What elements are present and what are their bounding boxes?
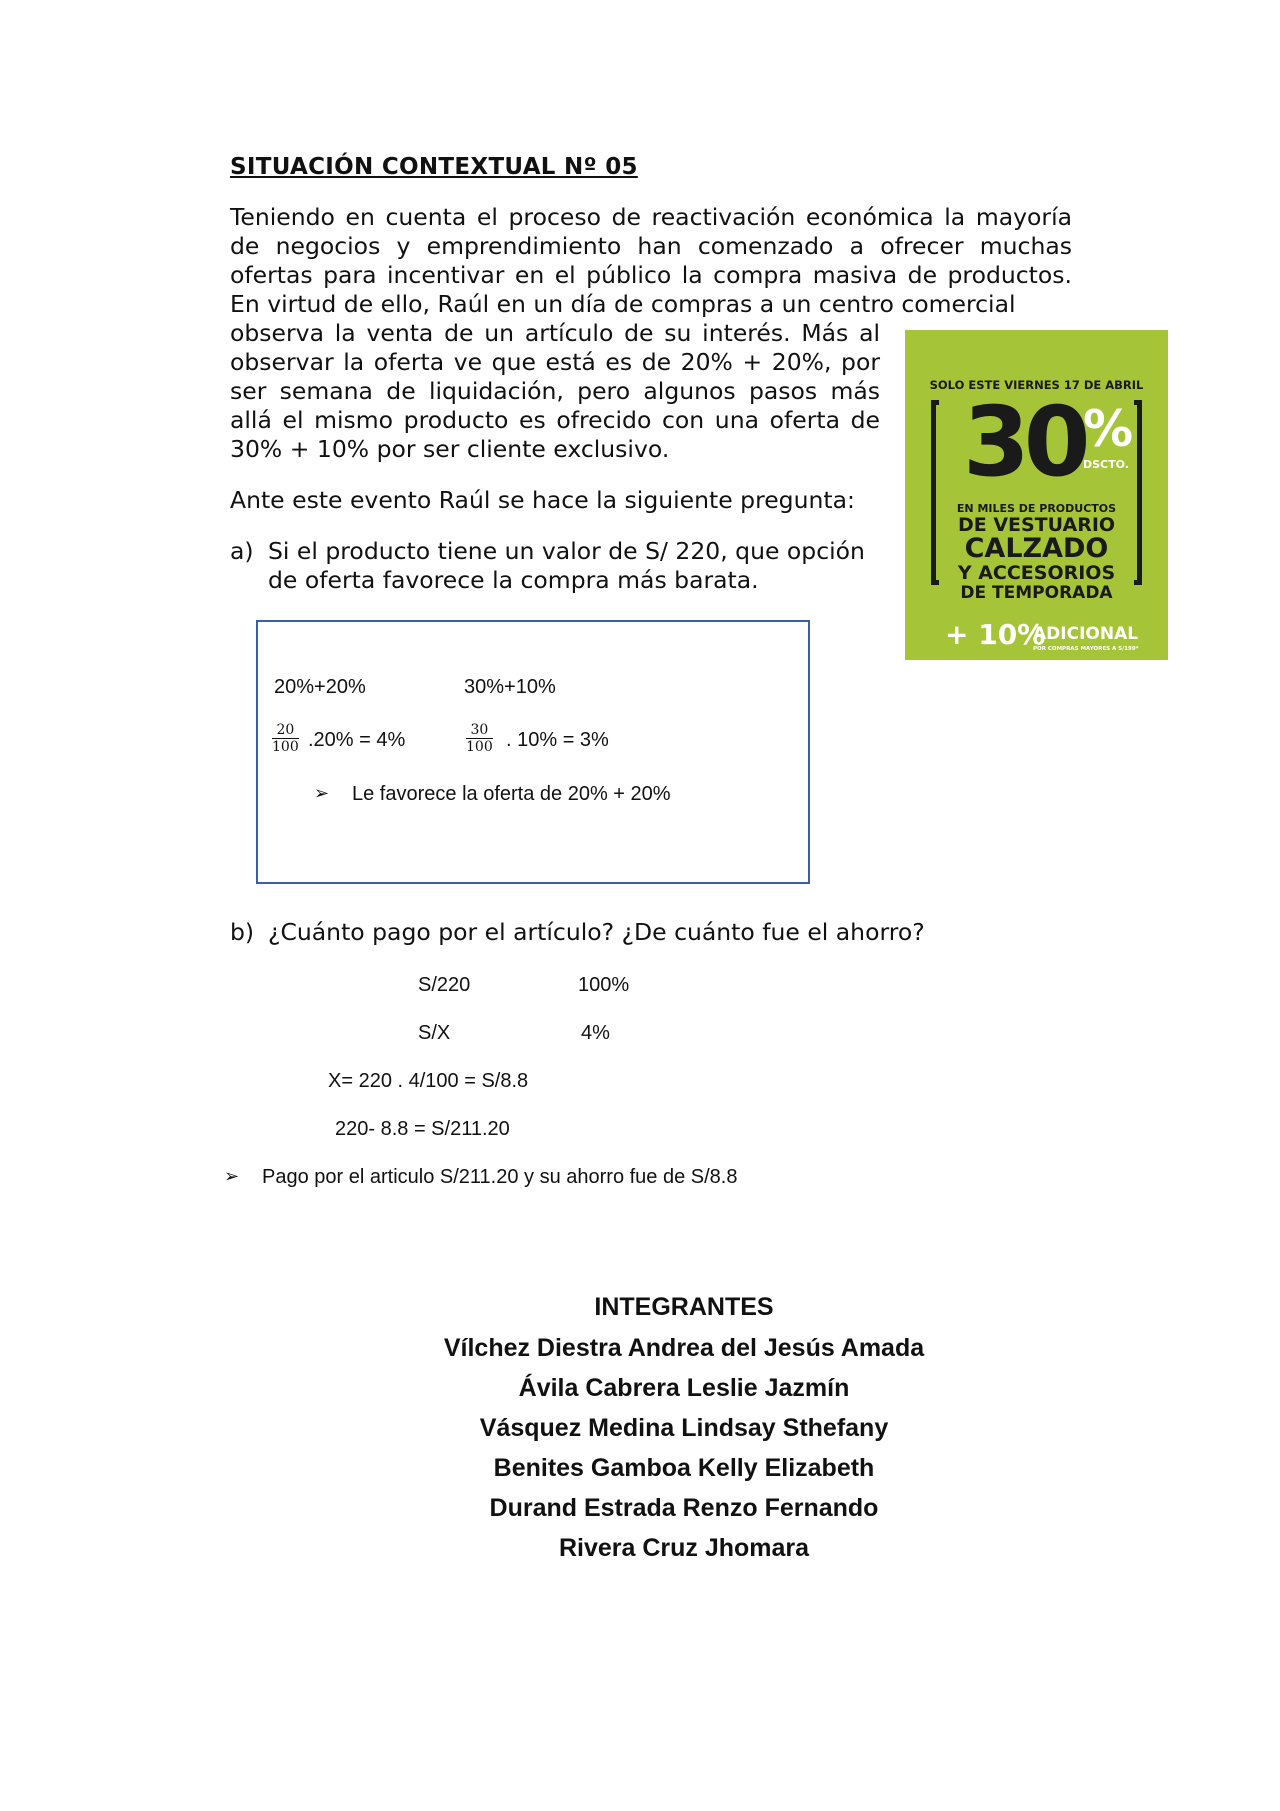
option-2-fraction	[466, 722, 493, 755]
answer-b-conclusion: Pago por el articulo S/211.20 y su ahorro fue de S/8.8	[262, 1166, 738, 1188]
ad-adicional: ADICIONAL	[1033, 624, 1139, 644]
section-title: SITUACIÓN CONTEXTUAL Nº 05	[230, 154, 638, 180]
option-1-fraction	[272, 722, 299, 755]
member-name: Rivera Cruz Jhomara	[558, 1534, 810, 1562]
option-2-denominator: 100	[466, 739, 493, 755]
question-a-text: Si el producto tiene un valor de S/ 220, que opción de oferta favorece la compra más barata.	[268, 537, 865, 594]
option-1-calc: .20% = 4%	[308, 729, 406, 751]
ad-line-2: DE VESTUARIO	[957, 514, 1116, 536]
member-name: Benites Gamboa Kelly Elizabeth	[493, 1454, 875, 1482]
ad-product-lines	[905, 502, 1168, 603]
arrow-bullet-icon-2: ➢	[224, 1166, 240, 1187]
option-1-numerator: 20	[272, 722, 299, 739]
ad-line-5: DE TEMPORADA	[960, 583, 1113, 603]
rule-of-three-r1c1: S/220	[418, 974, 471, 996]
promo-advertisement-image	[905, 330, 1168, 660]
member-name: Durand Estrada Renzo Fernando	[489, 1494, 879, 1522]
option-2-header: 30%+10%	[464, 676, 556, 698]
member-name: Vásquez Medina Lindsay Sthefany	[479, 1414, 889, 1442]
option-2-numerator: 30	[466, 722, 493, 739]
question-b-text: ¿Cuánto pago por el artículo? ¿De cuánto fue el ahorro?	[268, 918, 925, 946]
equation-2: 220- 8.8 = S/211.20	[335, 1118, 510, 1140]
ad-line-4: Y ACCESORIOS	[957, 562, 1116, 584]
rule-of-three-r2c2: 4%	[581, 1022, 610, 1044]
member-name: Ávila Cabrera Leslie Jazmín	[518, 1374, 850, 1402]
question-a-letter: a)	[230, 537, 254, 565]
ad-percent-sign: %	[1083, 400, 1134, 458]
question-intro: Ante este evento Raúl se hace la siguiente pregunta:	[230, 486, 855, 514]
ad-fine-print: POR COMPRAS MAYORES A S/199*	[1033, 646, 1139, 652]
option-1-header: 20%+20%	[274, 676, 366, 698]
rule-of-three-r2c1: S/X	[418, 1022, 451, 1044]
intro-paragraph: Teniendo en cuenta el proceso de reactivación económica la mayoría de negocios y emprendimiento han comenzado a ofrecer muchas ofertas para incentivar en el público la compra masiva de productos. En virtud de ello, Raúl en un día de compras a un centro comercial	[230, 203, 1072, 318]
ad-date-text: SOLO ESTE VIERNES 17 DE ABRIL	[929, 378, 1144, 392]
ad-dscto-label: DSCTO.	[1083, 458, 1129, 471]
answer-a-conclusion: Le favorece la oferta de 20% + 20%	[352, 783, 671, 805]
integrantes-heading: INTEGRANTES	[594, 1293, 774, 1321]
ad-big-number: 30	[963, 386, 1085, 498]
ad-plus10: + 10%	[945, 618, 1046, 651]
option-2-calc: . 10% = 3%	[506, 729, 609, 751]
ad-line-3: CALZADO	[964, 533, 1109, 564]
equation-1: X= 220 . 4/100 = S/8.8	[328, 1070, 529, 1092]
answer-a-box	[256, 620, 810, 884]
arrow-bullet-icon: ➢	[314, 783, 330, 804]
ad-line-1: EN MILES DE PRODUCTOS	[956, 502, 1117, 515]
question-b-letter: b)	[230, 918, 255, 946]
member-name: Vílchez Diestra Andrea del Jesús Amada	[443, 1334, 925, 1362]
option-1-denominator: 100	[272, 739, 299, 755]
rule-of-three-r1c2: 100%	[578, 974, 630, 996]
ad-bottom-banner	[905, 618, 1168, 652]
intro-paragraph-continued: observa la venta de un artículo de su interés. Más al observar la oferta ve que está es de 20% + 20%, por ser semana de liquidación, pero algunos pasos más allá el mismo producto es ofrecido con una oferta de 30% + 10% por ser cliente exclusivo.	[230, 319, 880, 463]
